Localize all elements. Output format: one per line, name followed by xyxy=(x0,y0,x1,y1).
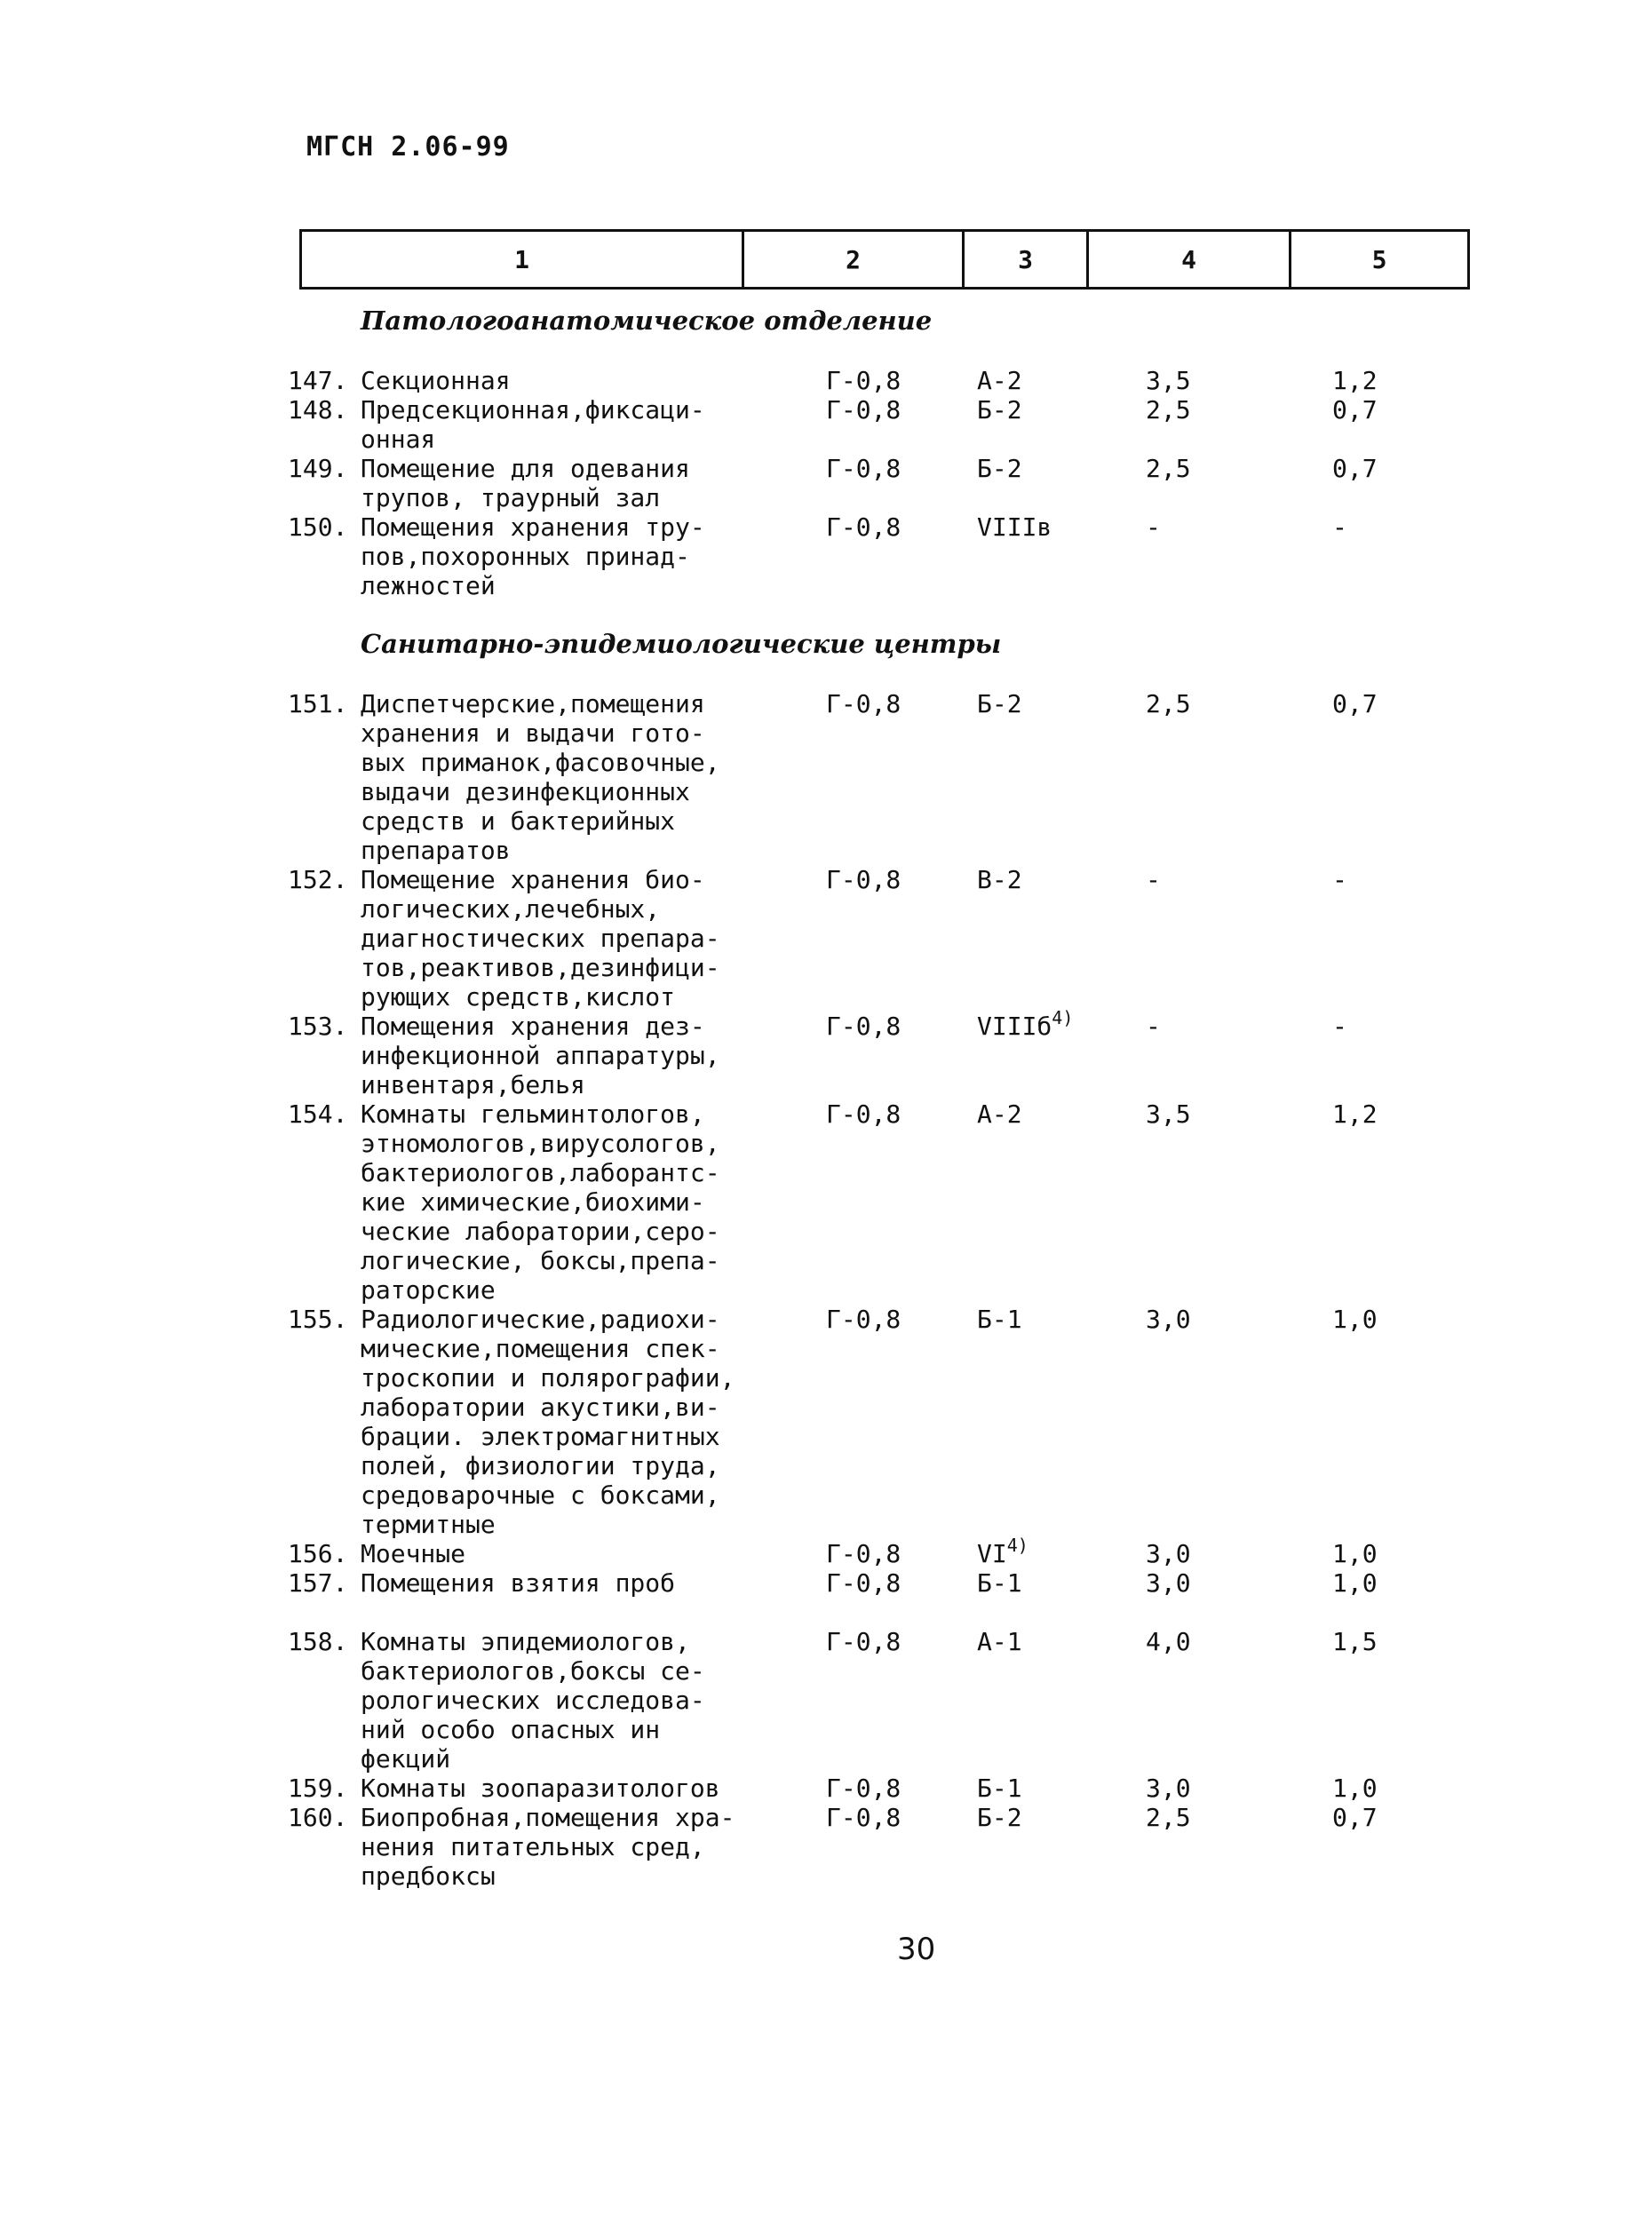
cell-col-5: - xyxy=(1332,512,1347,542)
cell-col-5: 1,0 xyxy=(1332,1539,1378,1568)
cell-col-3: Б-1 xyxy=(977,1774,1022,1803)
cell-col-3: В-2 xyxy=(977,865,1022,894)
room-name: Предсекционная,фиксаци- онная xyxy=(361,395,705,454)
room-name: Помещения хранения дез- инфекционной аппаратуры, инвентаря,белья xyxy=(361,1012,720,1099)
cell-col-5: - xyxy=(1332,1012,1347,1041)
cell-col-5: 1,0 xyxy=(1332,1774,1378,1803)
cell-col-5: 1,2 xyxy=(1332,366,1378,395)
cell-col-5: - xyxy=(1332,865,1347,894)
cell-col-2: Г-0,8 xyxy=(826,366,901,395)
room-name: Комнаты гельминтологов, этномологов,вирусологов, бактериологов,лаборантс- кие химические,биохими- ческие лаборатории,серо- логические, боксы,препа- раторские xyxy=(361,1099,720,1305)
cell-col-3: VIIIв xyxy=(977,512,1052,542)
header-col-1: 1 xyxy=(302,232,744,287)
cell-col-5: 0,7 xyxy=(1332,689,1378,718)
cell-col-3: VI$^{4)}$ xyxy=(977,1535,1029,1568)
room-name: Помещения взятия проб xyxy=(361,1568,676,1598)
cell-col-5: 1,2 xyxy=(1332,1099,1378,1129)
cell-col-4: 3,0 xyxy=(1146,1568,1191,1598)
cell-col-4: - xyxy=(1146,865,1161,894)
row-number: 159. xyxy=(288,1774,348,1803)
header-col-2: 2 xyxy=(744,232,965,287)
room-name: Комнаты эпидемиологов, бактериологов,боксы се- рологических исследова- ний особо опасных ин фекций xyxy=(361,1627,705,1774)
cell-col-2: Г-0,8 xyxy=(826,1803,901,1832)
row-number: 158. xyxy=(288,1627,348,1656)
cell-col-5: 0,7 xyxy=(1332,395,1378,425)
room-name: Моечные xyxy=(361,1539,466,1568)
cell-col-5: 1,0 xyxy=(1332,1568,1378,1598)
cell-col-3: Б-2 xyxy=(977,689,1022,718)
cell-col-5: 1,0 xyxy=(1332,1305,1378,1334)
row-number: 150. xyxy=(288,512,348,542)
cell-col-3: А-2 xyxy=(977,1099,1022,1129)
cell-col-2: Г-0,8 xyxy=(826,512,901,542)
cell-col-2: Г-0,8 xyxy=(826,1099,901,1129)
cell-col-3: Б-2 xyxy=(977,454,1022,483)
cell-col-3: Б-1 xyxy=(977,1305,1022,1334)
cell-col-4: - xyxy=(1146,1012,1161,1041)
page-number: 30 xyxy=(897,1932,936,1967)
room-name: Помещения хранения тру- пов,похоронных принад- лежностей xyxy=(361,512,705,600)
room-name: Диспетчерские,помещения хранения и выдачи гото- вых приманок,фасовочные, выдачи дезинфекционных средств и бактерийных препаратов xyxy=(361,689,720,865)
cell-col-3: А-2 xyxy=(977,366,1022,395)
cell-col-5: 0,7 xyxy=(1332,454,1378,483)
room-name: Комнаты зоопаразитологов xyxy=(361,1774,720,1803)
cell-col-4: 2,5 xyxy=(1146,454,1191,483)
cell-col-2: Г-0,8 xyxy=(826,865,901,894)
section-title-pathology: Патологоанатомическое отделение xyxy=(361,306,933,336)
cell-col-4: 2,5 xyxy=(1146,1803,1191,1832)
row-number: 149. xyxy=(288,454,348,483)
header-col-4: 4 xyxy=(1089,232,1291,287)
cell-col-3: VIIIб$^{4)}$ xyxy=(977,1007,1074,1041)
cell-col-2: Г-0,8 xyxy=(826,689,901,718)
room-name: Помещение для одевания трупов, траурный зал xyxy=(361,454,690,512)
row-number: 151. xyxy=(288,689,348,718)
cell-col-2: Г-0,8 xyxy=(826,1627,901,1656)
cell-col-4: 3,5 xyxy=(1146,1099,1191,1129)
room-name: Биопробная,помещения хра- нения питательных сред, предбоксы xyxy=(361,1803,735,1891)
room-name: Радиологические,радиохи- мические,помещения спек- троскопии и полярографии, лаборатории акустики,ви- брации. электромагнитных полей, физиологии труда, средоварочные с боксами, термитные xyxy=(361,1305,735,1539)
cell-col-2: Г-0,8 xyxy=(826,395,901,425)
row-number: 157. xyxy=(288,1568,348,1598)
row-number: 148. xyxy=(288,395,348,425)
room-name: Секционная xyxy=(361,366,511,395)
header-col-3: 3 xyxy=(965,232,1089,287)
cell-col-3: Б-2 xyxy=(977,1803,1022,1832)
row-number: 152. xyxy=(288,865,348,894)
cell-col-3: А-1 xyxy=(977,1627,1022,1656)
cell-col-2: Г-0,8 xyxy=(826,1305,901,1334)
cell-col-4: 4,0 xyxy=(1146,1627,1191,1656)
cell-col-4: 3,0 xyxy=(1146,1305,1191,1334)
row-number: 154. xyxy=(288,1099,348,1129)
table-header xyxy=(299,229,1470,290)
cell-col-4: 3,5 xyxy=(1146,366,1191,395)
cell-col-4: 3,0 xyxy=(1146,1774,1191,1803)
cell-col-3: Б-2 xyxy=(977,395,1022,425)
cell-col-4: - xyxy=(1146,512,1161,542)
room-name: Помещение хранения био- логических,лечебных, диагностических препара- тов,реактивов,дезинфици- рующих средств,кислот xyxy=(361,865,720,1012)
document-code: МГСН 2.06-99 xyxy=(306,131,510,163)
cell-col-2: Г-0,8 xyxy=(826,1012,901,1041)
cell-col-2: Г-0,8 xyxy=(826,454,901,483)
cell-col-4: 2,5 xyxy=(1146,395,1191,425)
row-number: 155. xyxy=(288,1305,348,1334)
row-number: 156. xyxy=(288,1539,348,1568)
cell-col-4: 3,0 xyxy=(1146,1539,1191,1568)
cell-col-4: 2,5 xyxy=(1146,689,1191,718)
cell-col-5: 1,5 xyxy=(1332,1627,1378,1656)
cell-col-2: Г-0,8 xyxy=(826,1539,901,1568)
cell-col-2: Г-0,8 xyxy=(826,1774,901,1803)
cell-col-2: Г-0,8 xyxy=(826,1568,901,1598)
cell-col-5: 0,7 xyxy=(1332,1803,1378,1832)
cell-col-3: Б-1 xyxy=(977,1568,1022,1598)
section-title-sanitary: Санитарно-эпидемиологические центры xyxy=(361,629,1002,659)
row-number: 147. xyxy=(288,366,348,395)
row-number: 153. xyxy=(288,1012,348,1041)
header-col-5: 5 xyxy=(1371,244,1387,274)
row-number: 160. xyxy=(288,1803,348,1832)
